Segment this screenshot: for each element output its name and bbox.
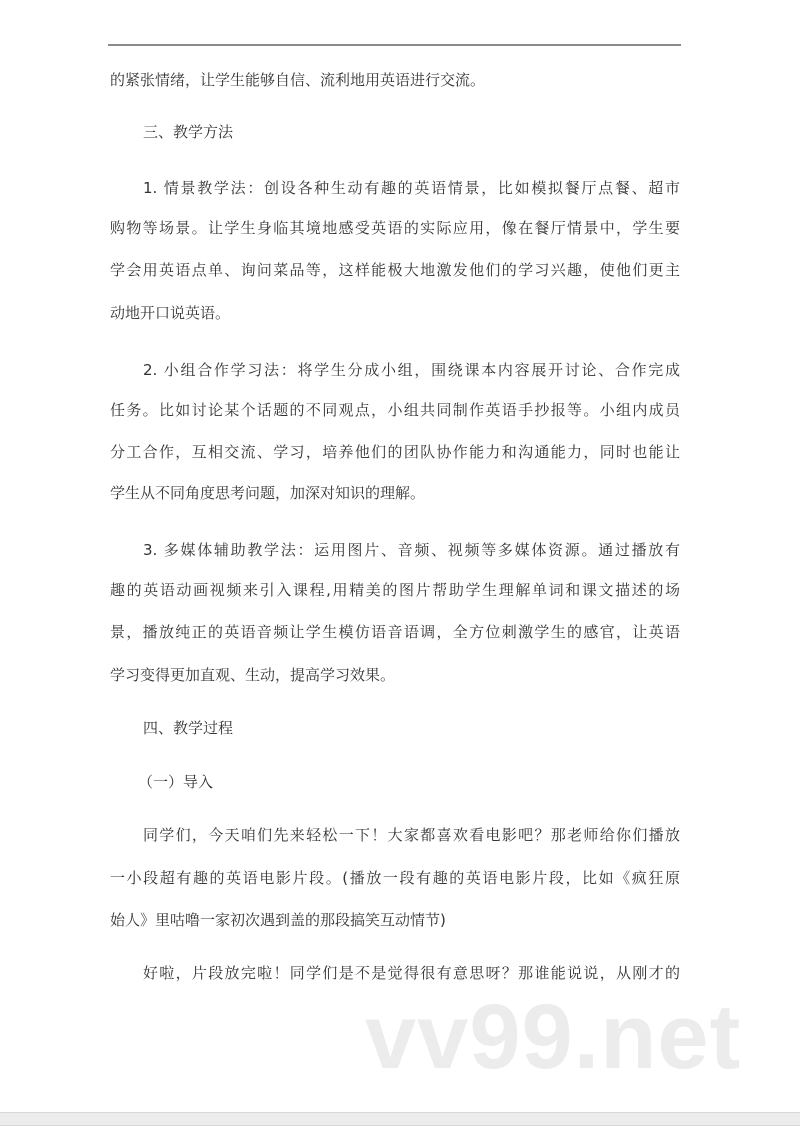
paragraph-line: 景，播放纯正的英语音频让学生模仿语音语调，全方位刺激学生的感官，让英语 (110, 623, 680, 641)
paragraph-line: 趣的英语动画视频来引入课程,用精美的图片帮助学生理解单词和课文描述的场 (110, 581, 680, 599)
paragraph-line: 学习变得更加直观、生动，提高学习效果。 (110, 666, 396, 684)
paragraph-line: 的紧张情绪，让学生能够自信、流利地用英语进行交流。 (110, 71, 486, 89)
paragraph-line: 1. 情景教学法：创设各种生动有趣的英语情景，比如模拟餐厅点餐、超市 (143, 179, 680, 197)
paragraph-line: 任务。比如讨论某个话题的不同观点，小组共同制作英语手抄报等。小组内成员 (110, 401, 680, 419)
paragraph-line: 动地开口说英语。 (110, 304, 231, 322)
header-rule (108, 44, 681, 46)
section-heading-process: 四、教学过程 (143, 719, 234, 737)
paragraph-line: 好啦，片段放完啦！同学们是不是觉得很有意思呀？那谁能说说，从刚才的 (143, 964, 680, 982)
paragraph-line: 2. 小组合作学习法：将学生分成小组，围绕课本内容展开讨论、合作完成 (143, 361, 680, 379)
watermark: vv99.net (365, 986, 742, 1088)
paragraph-line: 学生从不同角度思考问题，加深对知识的理解。 (110, 484, 426, 502)
paragraph-line: 始人》里咕噜一家初次遇到盖的那段搞笑互动情节) (110, 911, 446, 929)
section-heading-methods: 三、教学方法 (143, 123, 234, 141)
paragraph-line: 同学们，今天咱们先来轻松一下！大家都喜欢看电影吧？那老师给你们播放 (143, 826, 680, 844)
page-bottom-bar (0, 1112, 800, 1126)
paragraph-line: 分工合作，互相交流、学习，培养他们的团队协作能力和沟通能力，同时也能让 (110, 443, 680, 461)
paragraph-line: 3. 多媒体辅助教学法：运用图片、音频、视频等多媒体资源。通过播放有 (143, 541, 680, 559)
paragraph-line: 一小段超有趣的英语电影片段。(播放一段有趣的英语电影片段，比如《疯狂原 (110, 869, 680, 887)
paragraph-line: 购物等场景。让学生身临其境地感受英语的实际应用，像在餐厅情景中，学生要 (110, 219, 680, 237)
paragraph-line: 学会用英语点单、询问菜品等，这样能极大地激发他们的学习兴趣，使他们更主 (110, 261, 680, 279)
subsection-heading-intro: （一）导入 (138, 773, 214, 791)
